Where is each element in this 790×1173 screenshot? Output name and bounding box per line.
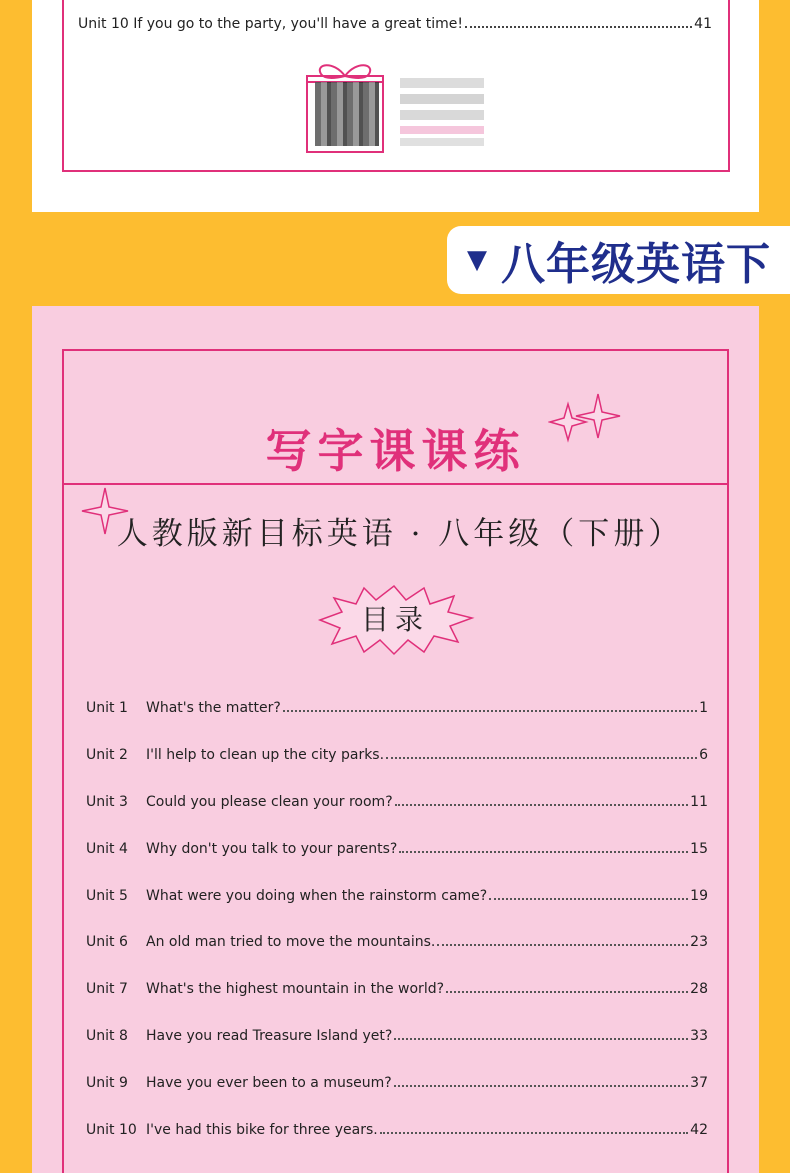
- toc-unit: Unit 10: [86, 1122, 137, 1139]
- badge-title: 八年级英语下: [501, 239, 771, 290]
- sparkle-icon: [548, 392, 624, 448]
- toc-row: [86, 841, 708, 888]
- toc-page: 28: [690, 981, 708, 998]
- toc-row: [86, 794, 708, 841]
- dot-leader: [283, 710, 697, 712]
- toc-heading: 目录: [360, 603, 429, 636]
- toc-row-previous: [78, 16, 712, 32]
- toc-page: 1: [699, 700, 708, 716]
- dot-leader: [437, 944, 688, 946]
- toc-row: [86, 934, 708, 981]
- triangle-down-icon: ▼: [467, 245, 487, 275]
- toc-title: What's the matter?: [146, 700, 281, 716]
- toc-row: [86, 981, 708, 1028]
- toc-unit: Unit 4: [86, 840, 128, 857]
- toc-row: [86, 1122, 708, 1169]
- toc-title: Why don't you talk to your parents?: [146, 840, 398, 857]
- toc-title: I've had this bike for three years.: [146, 1122, 378, 1139]
- dot-leader: [489, 898, 688, 900]
- toc-unit: Unit 8: [86, 1028, 128, 1045]
- toc-title: Have you read Treasure Island yet?: [146, 1028, 393, 1045]
- dot-leader: [386, 757, 697, 759]
- dot-leader: [465, 26, 692, 28]
- toc-page: 42: [690, 1122, 708, 1139]
- book-subtitle: 人教版新目标英语 · 八年级（下册）: [116, 516, 684, 552]
- toc-unit: Unit 9: [86, 1075, 128, 1092]
- dot-leader: [395, 804, 689, 806]
- toc-row: [86, 888, 708, 935]
- toc-page: 11: [690, 793, 708, 810]
- blurred-text-image: [400, 78, 484, 146]
- toc-row: [86, 1028, 708, 1075]
- dot-leader: [399, 851, 688, 853]
- toc-unit: Unit 1: [86, 700, 128, 716]
- book-title: 写字课课练: [265, 424, 526, 478]
- toc-page: 23: [690, 934, 708, 951]
- toc-page: 6: [699, 746, 708, 763]
- toc-row: [86, 1075, 708, 1122]
- toc-page: 15: [690, 840, 708, 857]
- table-of-contents: [86, 700, 708, 1169]
- toc-unit: Unit 2: [86, 746, 128, 763]
- dot-leader: [394, 1038, 688, 1040]
- toc-row: [86, 700, 708, 747]
- toc-page: 37: [690, 1075, 708, 1092]
- toc-unit: Unit 5: [86, 887, 128, 904]
- toc-title: What's the highest mountain in the world?: [146, 981, 445, 998]
- toc-title: Could you please clean your room?: [146, 793, 393, 810]
- toc-page: 33: [690, 1028, 708, 1045]
- toc-unit: Unit 6: [86, 934, 128, 951]
- toc-title: What were you doing when the rainstorm came?: [146, 887, 488, 904]
- title-band: [62, 349, 729, 485]
- toc-row: [86, 747, 708, 794]
- toc-title: Have you ever been to a museum?: [146, 1075, 392, 1092]
- dot-leader: [446, 991, 688, 993]
- toc-title: An old man tried to move the mountains.: [146, 934, 436, 951]
- toc-title: I'll help to clean up the city parks.: [146, 746, 385, 763]
- dot-leader: [394, 1085, 688, 1087]
- toc-unit: Unit 3: [86, 793, 128, 810]
- toc-unit: Unit 7: [86, 981, 128, 998]
- toc-title: If you go to the party, you'll have a great time!: [133, 16, 463, 32]
- toc-page: 41: [694, 16, 712, 32]
- dot-leader: [380, 1132, 688, 1134]
- section-badge: [447, 226, 790, 294]
- toc-unit: Unit 10: [78, 16, 129, 32]
- qr-code-image: [315, 82, 379, 146]
- toc-page: 19: [690, 887, 708, 904]
